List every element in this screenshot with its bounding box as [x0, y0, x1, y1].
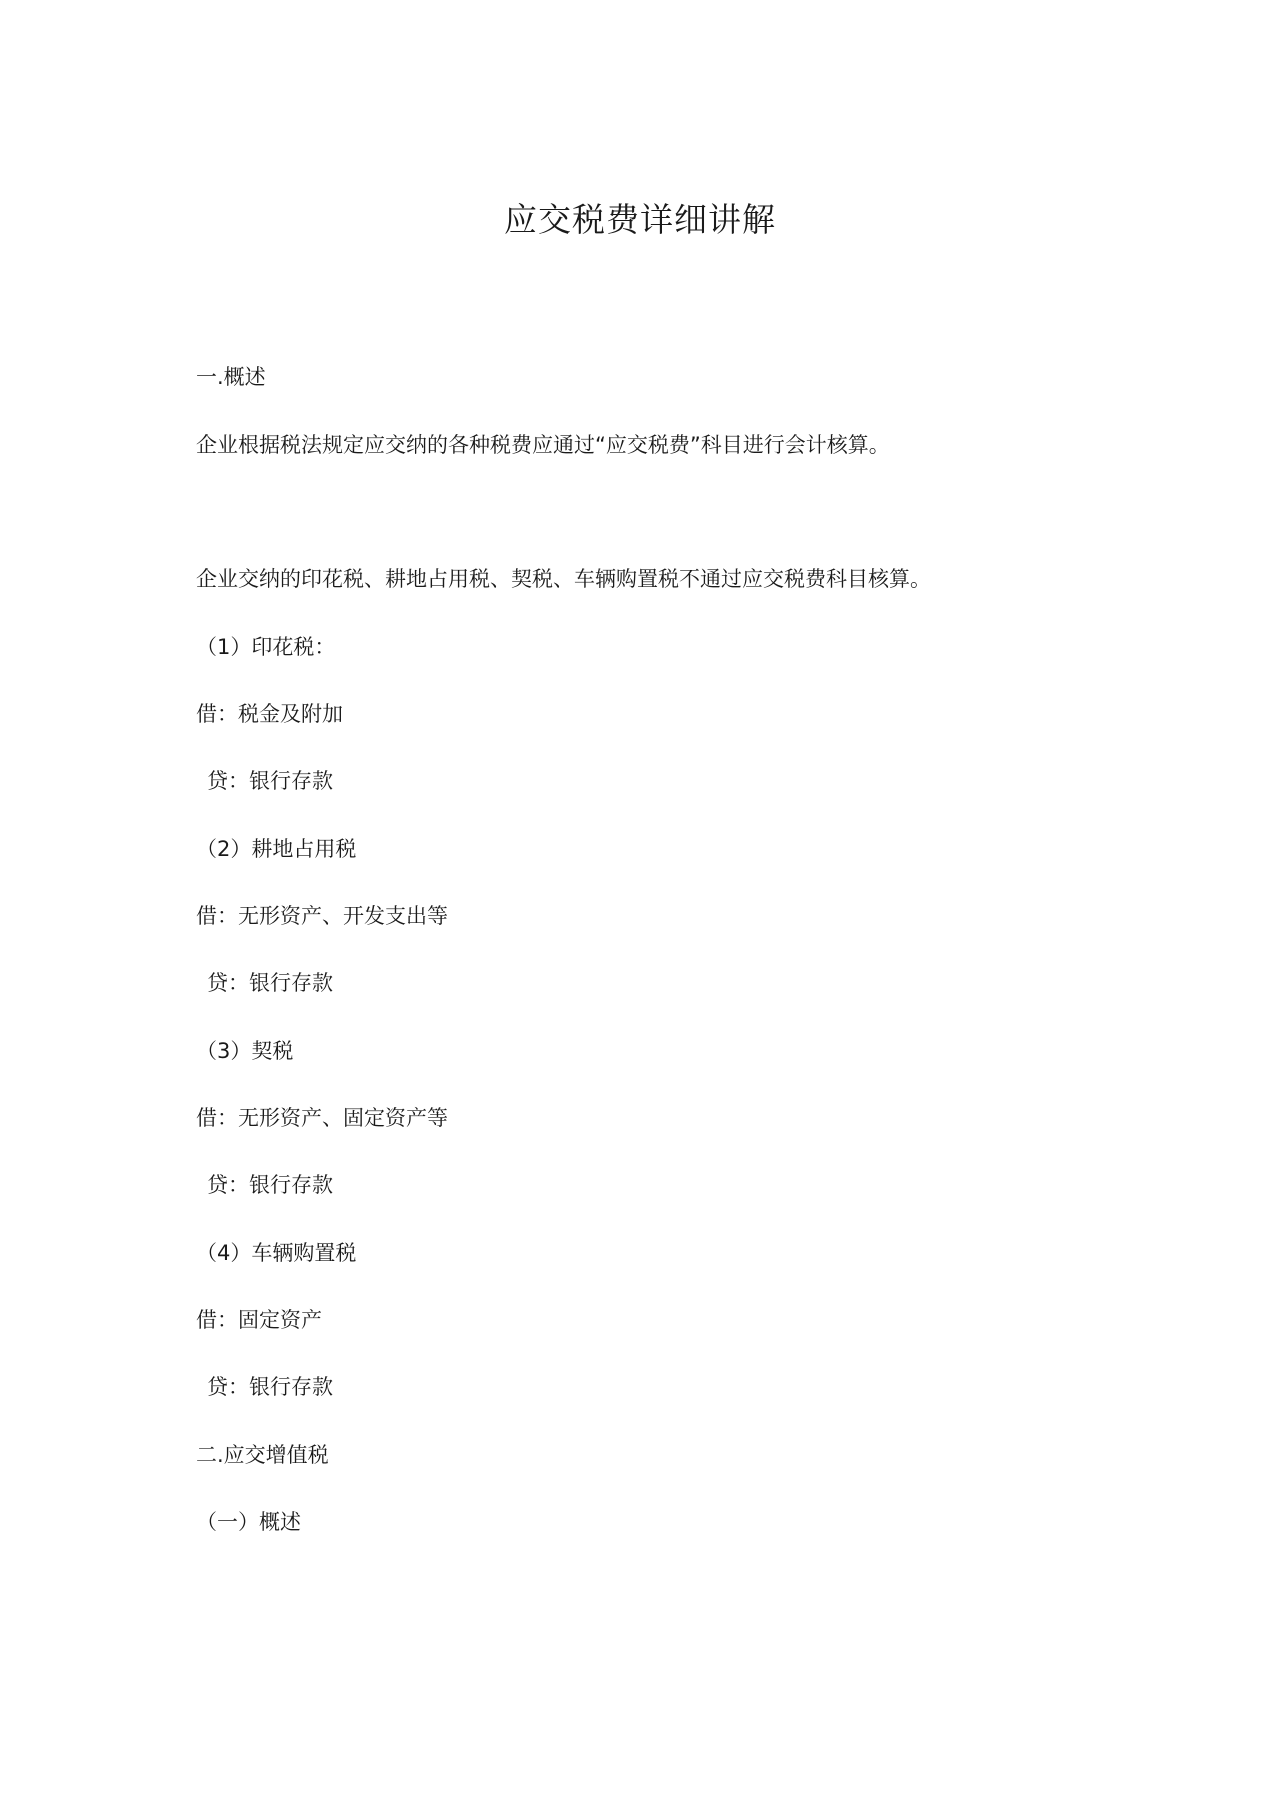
section-heading: 二.应交增值税	[196, 1443, 329, 1467]
journal-credit-line: 贷：银行存款	[207, 971, 333, 995]
journal-debit-line: 借：固定资产	[196, 1308, 322, 1332]
journal-debit-line: 借：无形资产、固定资产等	[196, 1106, 448, 1130]
section-heading: 一.概述	[196, 365, 266, 389]
journal-credit-line: 贷：银行存款	[207, 1375, 333, 1399]
journal-credit-line: 贷：银行存款	[207, 769, 333, 793]
document-title: 应交税费详细讲解	[504, 200, 776, 239]
list-item-heading: （4）车辆购置税	[196, 1241, 357, 1265]
list-item-heading: （2）耕地占用税	[196, 837, 357, 861]
journal-debit-line: 借：无形资产、开发支出等	[196, 904, 448, 928]
journal-debit-line: 借：税金及附加	[196, 702, 343, 726]
paragraph: 企业交纳的印花税、耕地占用税、契税、车辆购置税不通过应交税费科目核算。	[196, 567, 931, 591]
subsection-heading: （一）概述	[196, 1510, 301, 1534]
list-item-heading: （3）契税	[196, 1039, 294, 1063]
list-item-heading: （1）印花税：	[196, 635, 336, 659]
paragraph: 企业根据税法规定应交纳的各种税费应通过“应交税费”科目进行会计核算。	[196, 433, 890, 457]
journal-credit-line: 贷：银行存款	[207, 1173, 333, 1197]
